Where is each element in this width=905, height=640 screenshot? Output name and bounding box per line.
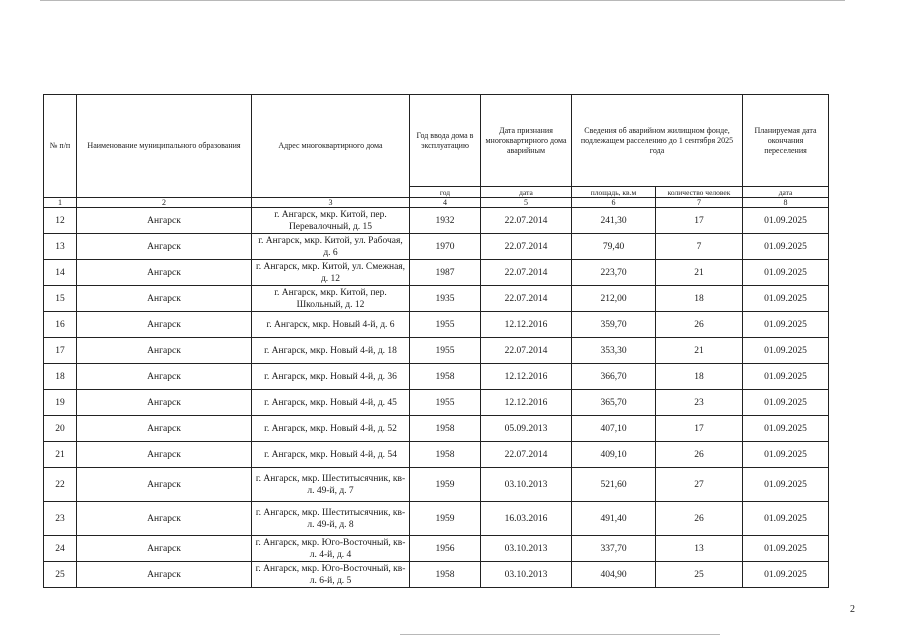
people-cell: 7 bbox=[656, 234, 743, 260]
planned-end-cell: 01.09.2025 bbox=[743, 468, 829, 502]
unit-date: дата bbox=[481, 187, 572, 198]
table-row bbox=[44, 502, 829, 536]
row-number: 18 bbox=[44, 364, 77, 390]
header-year: Год ввода дома в эксплуатацию bbox=[410, 95, 481, 187]
people-cell: 25 bbox=[656, 562, 743, 588]
table-row bbox=[44, 286, 829, 312]
scan-edge-top bbox=[40, 0, 845, 1]
area-cell: 491,40 bbox=[572, 502, 656, 536]
planned-end-cell: 01.09.2025 bbox=[743, 234, 829, 260]
people-cell: 26 bbox=[656, 502, 743, 536]
emergency-date-cell: 03.10.2013 bbox=[481, 468, 572, 502]
planned-end-cell: 01.09.2025 bbox=[743, 364, 829, 390]
table-row bbox=[44, 468, 829, 502]
address-cell: г. Ангарск, мкр. Китой, ул. Смежная, д. 12 bbox=[252, 260, 410, 286]
emergency-date-cell: 12.12.2016 bbox=[481, 364, 572, 390]
table-row bbox=[44, 536, 829, 562]
municipality-cell: Ангарск bbox=[77, 338, 252, 364]
area-cell: 359,70 bbox=[572, 312, 656, 338]
address-cell: г. Ангарск, мкр. Новый 4-й, д. 52 bbox=[252, 416, 410, 442]
people-cell: 26 bbox=[656, 442, 743, 468]
row-number: 19 bbox=[44, 390, 77, 416]
people-cell: 18 bbox=[656, 286, 743, 312]
year-cell: 1955 bbox=[410, 338, 481, 364]
column-number: 1 bbox=[44, 198, 77, 208]
area-cell: 366,70 bbox=[572, 364, 656, 390]
people-cell: 23 bbox=[656, 390, 743, 416]
column-number: 3 bbox=[252, 198, 410, 208]
table-row bbox=[44, 312, 829, 338]
emergency-date-cell: 16.03.2016 bbox=[481, 502, 572, 536]
row-number: 22 bbox=[44, 468, 77, 502]
column-number: 5 bbox=[481, 198, 572, 208]
address-cell: г. Ангарск, мкр. Юго-Восточный, кв-л. 4-й, д. 4 bbox=[252, 536, 410, 562]
people-cell: 27 bbox=[656, 468, 743, 502]
address-cell: г. Ангарск, мкр. Новый 4-й, д. 6 bbox=[252, 312, 410, 338]
planned-end-cell: 01.09.2025 bbox=[743, 416, 829, 442]
area-cell: 353,30 bbox=[572, 338, 656, 364]
people-cell: 17 bbox=[656, 208, 743, 234]
year-cell: 1958 bbox=[410, 442, 481, 468]
people-cell: 13 bbox=[656, 536, 743, 562]
row-number: 17 bbox=[44, 338, 77, 364]
table-row bbox=[44, 416, 829, 442]
column-number: 4 bbox=[410, 198, 481, 208]
address-cell: г. Ангарск, мкр. Китой, пер. Школьный, д. 12 bbox=[252, 286, 410, 312]
row-number: 14 bbox=[44, 260, 77, 286]
address-cell: г. Ангарск, мкр. Новый 4-й, д. 36 bbox=[252, 364, 410, 390]
emergency-date-cell: 22.07.2014 bbox=[481, 260, 572, 286]
year-cell: 1959 bbox=[410, 502, 481, 536]
header-number: № п/п bbox=[44, 95, 77, 198]
municipality-cell: Ангарск bbox=[77, 562, 252, 588]
area-cell: 404,90 bbox=[572, 562, 656, 588]
column-number: 6 bbox=[572, 198, 656, 208]
row-number: 13 bbox=[44, 234, 77, 260]
table-column-numbers-row bbox=[44, 198, 829, 208]
table-body bbox=[44, 208, 829, 588]
year-cell: 1932 bbox=[410, 208, 481, 234]
emergency-date-cell: 12.12.2016 bbox=[481, 312, 572, 338]
table-header-row bbox=[44, 95, 829, 187]
address-cell: г. Ангарск, мкр. Китой, ул. Рабочая, д. 6 bbox=[252, 234, 410, 260]
planned-end-cell: 01.09.2025 bbox=[743, 312, 829, 338]
header-municipality: Наименование муниципального образования bbox=[77, 95, 252, 198]
planned-end-cell: 01.09.2025 bbox=[743, 338, 829, 364]
year-cell: 1956 bbox=[410, 536, 481, 562]
planned-end-cell: 01.09.2025 bbox=[743, 260, 829, 286]
address-cell: г. Ангарск, мкр. Новый 4-й, д. 54 bbox=[252, 442, 410, 468]
emergency-housing-table bbox=[43, 94, 829, 588]
row-number: 21 bbox=[44, 442, 77, 468]
year-cell: 1958 bbox=[410, 562, 481, 588]
table-row bbox=[44, 364, 829, 390]
municipality-cell: Ангарск bbox=[77, 286, 252, 312]
address-cell: г. Ангарск, мкр. Шеститысячник, кв-л. 49-й, д. 8 bbox=[252, 502, 410, 536]
emergency-date-cell: 05.09.2013 bbox=[481, 416, 572, 442]
row-number: 15 bbox=[44, 286, 77, 312]
municipality-cell: Ангарск bbox=[77, 312, 252, 338]
emergency-date-cell: 22.07.2014 bbox=[481, 442, 572, 468]
emergency-date-cell: 22.07.2014 bbox=[481, 234, 572, 260]
table-row bbox=[44, 562, 829, 588]
municipality-cell: Ангарск bbox=[77, 416, 252, 442]
address-cell: г. Ангарск, мкр. Юго-Восточный, кв-л. 6-й, д. 5 bbox=[252, 562, 410, 588]
table-row bbox=[44, 442, 829, 468]
planned-end-cell: 01.09.2025 bbox=[743, 390, 829, 416]
planned-end-cell: 01.09.2025 bbox=[743, 442, 829, 468]
planned-end-cell: 01.09.2025 bbox=[743, 502, 829, 536]
unit-people: количество человек bbox=[656, 187, 743, 198]
table-row bbox=[44, 390, 829, 416]
year-cell: 1958 bbox=[410, 416, 481, 442]
address-cell: г. Ангарск, мкр. Новый 4-й, д. 18 bbox=[252, 338, 410, 364]
address-cell: г. Ангарск, мкр. Шеститысячник, кв-л. 49-й, д. 7 bbox=[252, 468, 410, 502]
year-cell: 1987 bbox=[410, 260, 481, 286]
emergency-date-cell: 22.07.2014 bbox=[481, 338, 572, 364]
header-fund-info: Сведения об аварийном жилищном фонде, подлежащем расселению до 1 сентября 2025 года bbox=[572, 95, 743, 187]
people-cell: 21 bbox=[656, 260, 743, 286]
emergency-date-cell: 22.07.2014 bbox=[481, 208, 572, 234]
year-cell: 1935 bbox=[410, 286, 481, 312]
planned-end-cell: 01.09.2025 bbox=[743, 536, 829, 562]
people-cell: 17 bbox=[656, 416, 743, 442]
column-number: 7 bbox=[656, 198, 743, 208]
row-number: 24 bbox=[44, 536, 77, 562]
municipality-cell: Ангарск bbox=[77, 234, 252, 260]
row-number: 25 bbox=[44, 562, 77, 588]
row-number: 16 bbox=[44, 312, 77, 338]
area-cell: 212,00 bbox=[572, 286, 656, 312]
area-cell: 223,70 bbox=[572, 260, 656, 286]
scan-edge-bottom bbox=[400, 634, 720, 635]
municipality-cell: Ангарск bbox=[77, 390, 252, 416]
area-cell: 521,60 bbox=[572, 468, 656, 502]
emergency-date-cell: 22.07.2014 bbox=[481, 286, 572, 312]
year-cell: 1970 bbox=[410, 234, 481, 260]
municipality-cell: Ангарск bbox=[77, 442, 252, 468]
year-cell: 1955 bbox=[410, 390, 481, 416]
municipality-cell: Ангарск bbox=[77, 468, 252, 502]
year-cell: 1958 bbox=[410, 364, 481, 390]
row-number: 20 bbox=[44, 416, 77, 442]
municipality-cell: Ангарск bbox=[77, 208, 252, 234]
year-cell: 1955 bbox=[410, 312, 481, 338]
row-number: 23 bbox=[44, 502, 77, 536]
area-cell: 241,30 bbox=[572, 208, 656, 234]
column-number: 2 bbox=[77, 198, 252, 208]
emergency-date-cell: 12.12.2016 bbox=[481, 390, 572, 416]
year-cell: 1959 bbox=[410, 468, 481, 502]
header-emergency-date: Дата признания многоквартирного дома аварийным bbox=[481, 95, 572, 187]
planned-end-cell: 01.09.2025 bbox=[743, 208, 829, 234]
column-number: 8 bbox=[743, 198, 829, 208]
table-row bbox=[44, 208, 829, 234]
header-address: Адрес многоквартирного дома bbox=[252, 95, 410, 198]
unit-area: площадь, кв.м bbox=[572, 187, 656, 198]
table-row bbox=[44, 260, 829, 286]
area-cell: 337,70 bbox=[572, 536, 656, 562]
area-cell: 407,10 bbox=[572, 416, 656, 442]
people-cell: 18 bbox=[656, 364, 743, 390]
address-cell: г. Ангарск, мкр. Китой, пер. Перевалочный, д. 15 bbox=[252, 208, 410, 234]
municipality-cell: Ангарск bbox=[77, 364, 252, 390]
municipality-cell: Ангарск bbox=[77, 502, 252, 536]
unit-end-date: дата bbox=[743, 187, 829, 198]
emergency-date-cell: 03.10.2013 bbox=[481, 536, 572, 562]
table-row bbox=[44, 338, 829, 364]
municipality-cell: Ангарск bbox=[77, 536, 252, 562]
people-cell: 21 bbox=[656, 338, 743, 364]
row-number: 12 bbox=[44, 208, 77, 234]
area-cell: 409,10 bbox=[572, 442, 656, 468]
area-cell: 79,40 bbox=[572, 234, 656, 260]
municipality-cell: Ангарск bbox=[77, 260, 252, 286]
unit-year: год bbox=[410, 187, 481, 198]
area-cell: 365,70 bbox=[572, 390, 656, 416]
page-number: 2 bbox=[850, 604, 855, 615]
table-row bbox=[44, 234, 829, 260]
planned-end-cell: 01.09.2025 bbox=[743, 562, 829, 588]
emergency-date-cell: 03.10.2013 bbox=[481, 562, 572, 588]
header-planned-end: Планируемая дата окончания переселения bbox=[743, 95, 829, 187]
planned-end-cell: 01.09.2025 bbox=[743, 286, 829, 312]
people-cell: 26 bbox=[656, 312, 743, 338]
address-cell: г. Ангарск, мкр. Новый 4-й, д. 45 bbox=[252, 390, 410, 416]
